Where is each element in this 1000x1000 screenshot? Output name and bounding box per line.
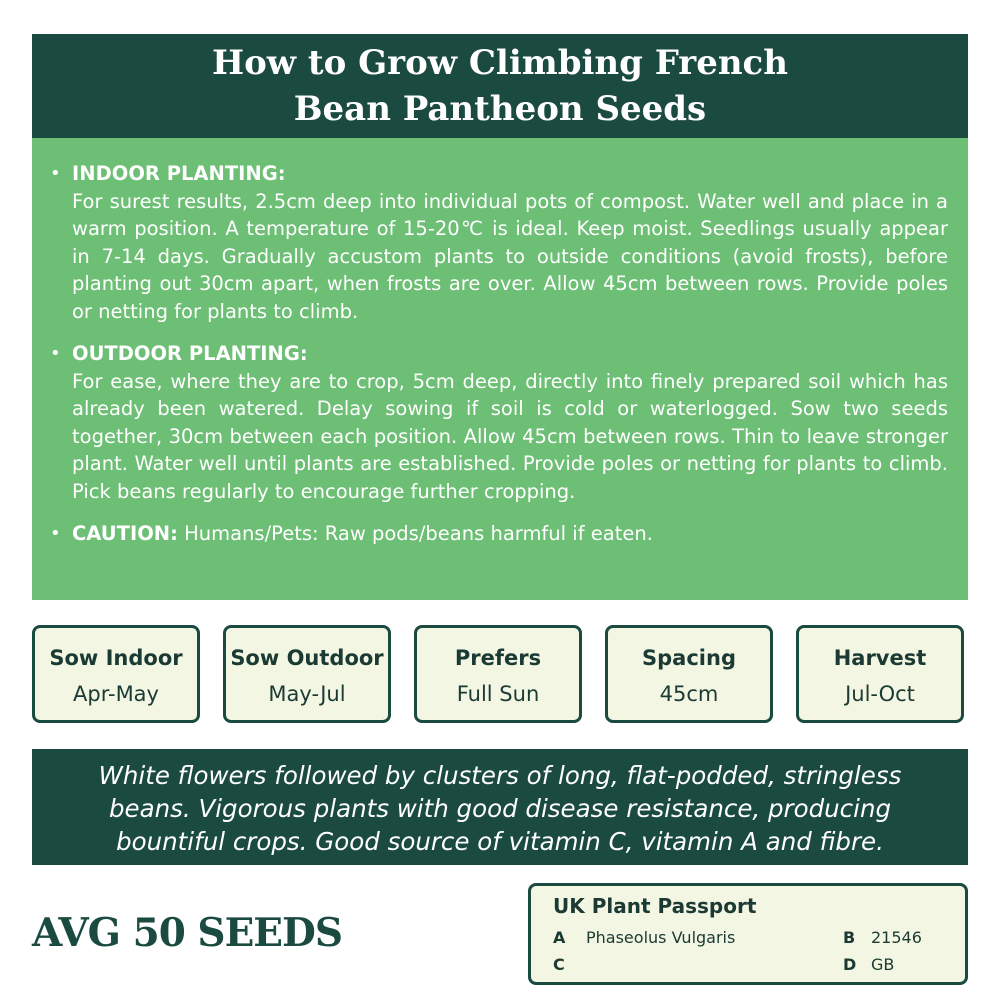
info-value: Jul-Oct bbox=[845, 682, 915, 706]
passport-key-c: C bbox=[553, 955, 565, 974]
seed-count: AVG 50 SEEDS bbox=[32, 910, 343, 956]
indoor-planting-item bbox=[52, 160, 948, 325]
info-label: Sow Indoor bbox=[49, 646, 183, 670]
sow-indoor-box bbox=[32, 625, 200, 723]
passport-key-b: B bbox=[843, 928, 856, 947]
info-label: Sow Outdoor bbox=[230, 646, 384, 670]
title-line-1: How to Grow Climbing French bbox=[212, 43, 788, 83]
info-value: Full Sun bbox=[456, 682, 540, 706]
outdoor-planting-item bbox=[52, 340, 948, 505]
planting-instructions bbox=[32, 138, 968, 600]
info-label: Harvest bbox=[833, 646, 927, 670]
spacing-box bbox=[605, 625, 773, 723]
caution-heading: CAUTION: bbox=[72, 522, 178, 545]
plant-passport bbox=[528, 883, 968, 985]
passport-title: UK Plant Passport bbox=[553, 894, 757, 918]
description-line-3: bountiful crops. Good source of vitamin C, vitamin A and fibre. bbox=[116, 827, 884, 856]
passport-key-d: D bbox=[843, 955, 857, 974]
caution-text: Humans/Pets: Raw pods/beans harmful if eaten. bbox=[184, 522, 653, 545]
harvest-box bbox=[796, 625, 964, 723]
sow-outdoor-box bbox=[223, 625, 391, 723]
passport-botanical-name: Phaseolus Vulgaris bbox=[586, 928, 736, 947]
passport-key-a: A bbox=[553, 928, 566, 947]
info-value: Apr-May bbox=[73, 682, 159, 706]
info-value: May-Jul bbox=[268, 682, 346, 706]
info-value: 45cm bbox=[659, 682, 719, 706]
passport-country-code: GB bbox=[871, 955, 895, 974]
growing-info-row bbox=[32, 625, 968, 725]
outdoor-planting-heading: OUTDOOR PLANTING: bbox=[72, 342, 308, 365]
caution-item bbox=[52, 520, 948, 548]
prefers-box bbox=[414, 625, 582, 723]
indoor-planting-heading: INDOOR PLANTING: bbox=[72, 162, 286, 185]
description-line-2: beans. Vigorous plants with good disease resistance, producing bbox=[108, 794, 892, 823]
outdoor-planting-text: For ease, where they are to crop, 5cm deep, directly into finely prepared soil which has already been watered. Delay sowing if soil is cold or waterlogged. Sow two seeds together, 30cm between each position. Allow 45cm between rows. Thin to leave stronger plant. Water well until plants are established. Provide poles or netting for plants to climb. Pick beans regularly to encourage further cropping. bbox=[72, 369, 948, 503]
info-label: Prefers bbox=[454, 646, 542, 670]
title-line-2: Bean Pantheon Seeds bbox=[293, 89, 707, 129]
passport-registration-number: 21546 bbox=[871, 928, 922, 947]
page-title bbox=[32, 34, 968, 138]
indoor-planting-text: For surest results, 2.5cm deep into individual pots of compost. Water well and place in a warm position. A temperature of 15-20℃ is ideal. Keep moist. Seedlings usually appear in 7-14 days. Gradually accustom plants to outside conditions (avoid frosts), before planting out 30cm apart, when frosts are over. Allow 45cm between rows. Provide poles or netting for plants to climb. bbox=[72, 189, 948, 323]
variety-description bbox=[32, 749, 968, 865]
description-line-1: White flowers followed by clusters of long, flat-podded, stringless bbox=[98, 761, 902, 790]
info-label: Spacing bbox=[642, 646, 736, 670]
